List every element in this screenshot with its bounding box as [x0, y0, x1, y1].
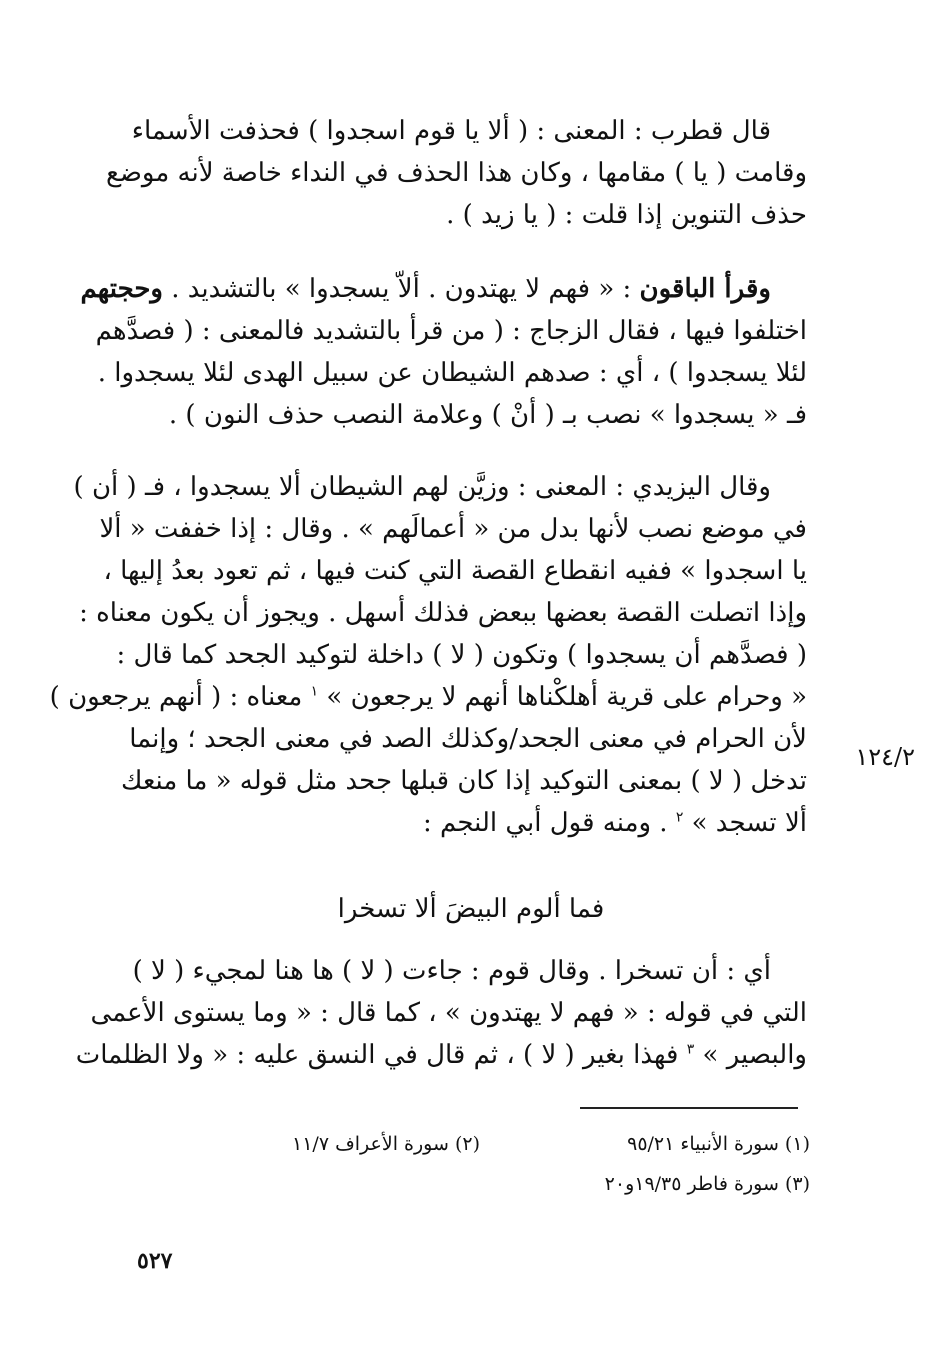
- footnote-ref: ١: [310, 683, 319, 700]
- paragraph-baqun: [80, 268, 807, 436]
- paragraph-qawm: [75, 950, 807, 1076]
- text-line: أي : أن تسخرا . وقال قوم : جاءت ( لا ) ها هنا لمجيء ( لا ): [132, 956, 771, 986]
- paragraph-qutrub: [105, 110, 807, 236]
- text-line: لئلا يسجدوا ) ، أي : صدهم الشيطان عن سبيل الهدى لئلا يسجدوا .: [97, 358, 807, 388]
- footnote-ref: ٢: [675, 809, 684, 826]
- text-run: والبصير »: [694, 1040, 807, 1070]
- text-run: : « فهم لا يهتدون . ألاّ يسجدوا » بالتشديد .: [162, 274, 640, 304]
- text-line: [75, 1034, 807, 1076]
- page-number: ٥٢٧: [137, 1248, 173, 1274]
- text-line: اختلفوا فيها ، فقال الزجاج : ( من قرأ بالتشديد فالمعنى : ( فصدَّهم: [95, 316, 807, 346]
- text-line: التي في قوله : « فهم لا يهتدون » ، كما قال : « وما يستوى الأعمى: [90, 998, 807, 1028]
- text-line: لأن الحرام في معنى الجحد/وكذلك الصد في معنى الجحد ؛ وإنما: [129, 724, 807, 754]
- text-line: تدخل ( لا ) بمعنى التوكيد إذا كان قبلها جحد مثل قوله « ما منعك: [121, 766, 807, 796]
- text-line: يا اسجدوا » ففيه انقطاع القصة التي كنت فيها ، ثم تعود بعدُ إليها ،: [103, 556, 807, 586]
- poem-line: فما ألوم البيضَ ألا تسخرا: [337, 894, 605, 924]
- footnote-row: [230, 1164, 810, 1204]
- text-line: [80, 268, 807, 310]
- text-line: [49, 676, 807, 718]
- footnote-3: (٣) سورة فاطر ١٩/٣٥و٢٠: [604, 1173, 810, 1195]
- text-line: في موضع نصب لأنها بدل من « أعمالَهم » . وقال : إذا خففت « ألا: [99, 514, 807, 544]
- footnote-divider: [580, 1107, 798, 1109]
- footnote-2: (٢) سورة الأعراف ١١/٧: [292, 1133, 480, 1155]
- footnote-1: (١) سورة الأنبياء ٩٥/٢١: [627, 1133, 810, 1155]
- text-line: ( فصدَّهم أن يسجدوا ) وتكون ( لا ) داخلة لتوكيد الجحد كما قال :: [116, 640, 807, 670]
- text-line: وقامت ( يا ) مقامها ، وكان هذا الحذف في النداء خاصة لأنه موضع: [105, 158, 807, 188]
- text-line: فـ « يسجدوا » نصب بـ ( أنْ ) وعلامة النصب حذف النون ) .: [168, 400, 807, 430]
- footnotes: [230, 1124, 810, 1204]
- text-line: وقال اليزيدي : المعنى : وزيَّن لهم الشيطان ألا يسجدوا ، فـ ( أن ): [73, 472, 771, 502]
- text-line: وإذا اتصلت القصة بعضها ببعض فذلك أسهل . ويجوز أن يكون معناه :: [79, 598, 807, 628]
- bold-lead: وقرأ الباقون: [639, 274, 771, 304]
- text-run: ألا تسجد »: [683, 808, 807, 838]
- text-run: . ومنه قول أبي النجم :: [423, 808, 676, 838]
- margin-reference: ١٢٤/٢: [855, 743, 915, 771]
- paragraph-yazidi: [49, 466, 807, 844]
- text-run: فهذا بغير ( لا ) ، ثم قال في النسق عليه : « ولا الظلمات: [75, 1040, 687, 1070]
- footnote-row: [230, 1124, 810, 1164]
- text-line: قال قطرب : المعنى : ( ألا يا قوم اسجدوا ) فحذفت الأسماء: [131, 116, 771, 146]
- text-run: معناه : ( أنهم يرجعون ): [49, 682, 311, 712]
- text-line: [135, 802, 807, 844]
- text-line: حذف التنوين إذا قلت : ( يا زيد ) .: [446, 200, 807, 230]
- text-run: « وحرام على قرية أهلكْناها أنهم لا يرجعون »: [318, 682, 807, 712]
- footnote-ref: ٣: [686, 1041, 695, 1058]
- bold-term: وحجتهم: [80, 274, 163, 304]
